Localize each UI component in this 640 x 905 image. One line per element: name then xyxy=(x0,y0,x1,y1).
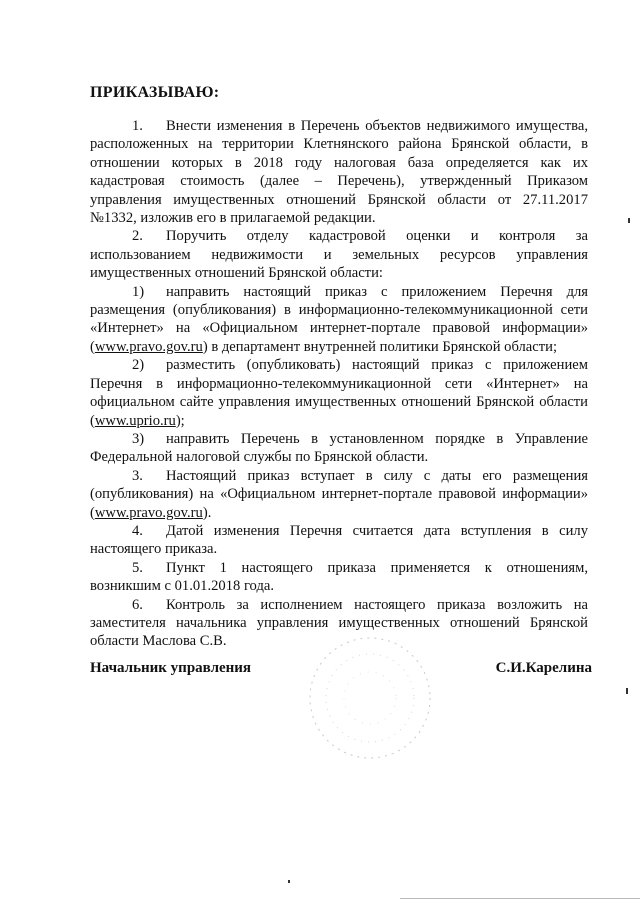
item-number: 2. xyxy=(132,228,143,245)
order-heading: ПРИКАЗЫВАЮ: xyxy=(90,84,220,101)
item-text-after: ) в департамент внутренней политики Брянской области; xyxy=(202,338,557,355)
order-item xyxy=(90,227,588,282)
order-item xyxy=(90,117,588,227)
scan-speck xyxy=(628,218,630,223)
item-text-after: ); xyxy=(175,412,185,429)
item-text: Пункт 1 настоящего приказа применяется к отношениям, возникшим с 01.01.2018 года. xyxy=(90,559,588,595)
item-number: 3) xyxy=(132,430,145,447)
item-number: 6. xyxy=(132,596,143,613)
item-number: 1) xyxy=(132,283,145,300)
item-number: 3. xyxy=(132,467,143,484)
item-number: 1. xyxy=(132,118,143,134)
item-text: Датой изменения Перечня считается дата вступления в силу настоящего приказа. xyxy=(90,522,588,558)
item-number: 4. xyxy=(132,522,143,539)
signatory-name: С.И.Карелина xyxy=(495,660,592,676)
item-text: Поручить отделу кадастровой оценки и контроля за использованием недвижимости и земельных ресурсов управления имущественных отношений Брянской области: xyxy=(90,228,588,282)
uprio-link[interactable]: www.uprio.ru xyxy=(94,412,176,429)
item-text: Контроль за исполнением настоящего приказа возложить на заместителя начальника управления имущественных отношений Брянской области Маслова С.В. xyxy=(90,596,588,650)
signatory-title: Начальник управления xyxy=(90,660,252,676)
pravo-link[interactable]: www.pravo.gov.ru xyxy=(94,338,203,355)
order-subitem xyxy=(90,356,588,430)
item-text: направить настоящий приказ с приложением Перечня для размещения (опубликования) в информационно-телекоммуникационной сети «Интернет» на «Официальном интернет-портале правовой информации» ( xyxy=(90,283,588,355)
item-text: направить Перечень в установленном порядке в Управление Федеральной налоговой службы по Брянской области. xyxy=(90,430,588,466)
order-subitem xyxy=(90,430,588,467)
order-body xyxy=(90,117,588,651)
item-text: разместить (опубликовать) настоящий приказ с приложением Перечня в информационно-телекоммуникационной сети «Интернет» на официальном сайте управления имущественных отношений Брянской области ( xyxy=(90,357,588,429)
item-number: 2) xyxy=(132,357,145,374)
order-subitem xyxy=(90,283,588,357)
item-text: Внести изменения в Перечень объектов недвижимого имущества, расположенных на территории Клетнянского района Брянской области, в отношении которых в 2018 году налоговая база определяется как их кадастровая стоимость (далее – Перечень), утвержденный Приказом управления имущественных отношений Брянской области от 27.11.2017 №1332, изложив его в прилагаемой редакции. xyxy=(90,118,588,227)
item-text-after: ). xyxy=(202,504,212,521)
scan-speck xyxy=(626,688,628,694)
pravo-link[interactable]: www.pravo.gov.ru xyxy=(94,504,203,521)
order-item xyxy=(90,559,588,596)
scan-speck xyxy=(288,880,290,883)
item-text: Настоящий приказ вступает в силу с даты его размещения (опубликования) на «Официальном интернет-портале правовой информации» ( xyxy=(90,467,588,521)
order-item xyxy=(90,467,588,522)
scan-edge-line xyxy=(400,898,640,899)
faded-stamp-icon xyxy=(300,628,440,768)
order-item xyxy=(90,522,588,559)
item-number: 5. xyxy=(132,559,143,576)
